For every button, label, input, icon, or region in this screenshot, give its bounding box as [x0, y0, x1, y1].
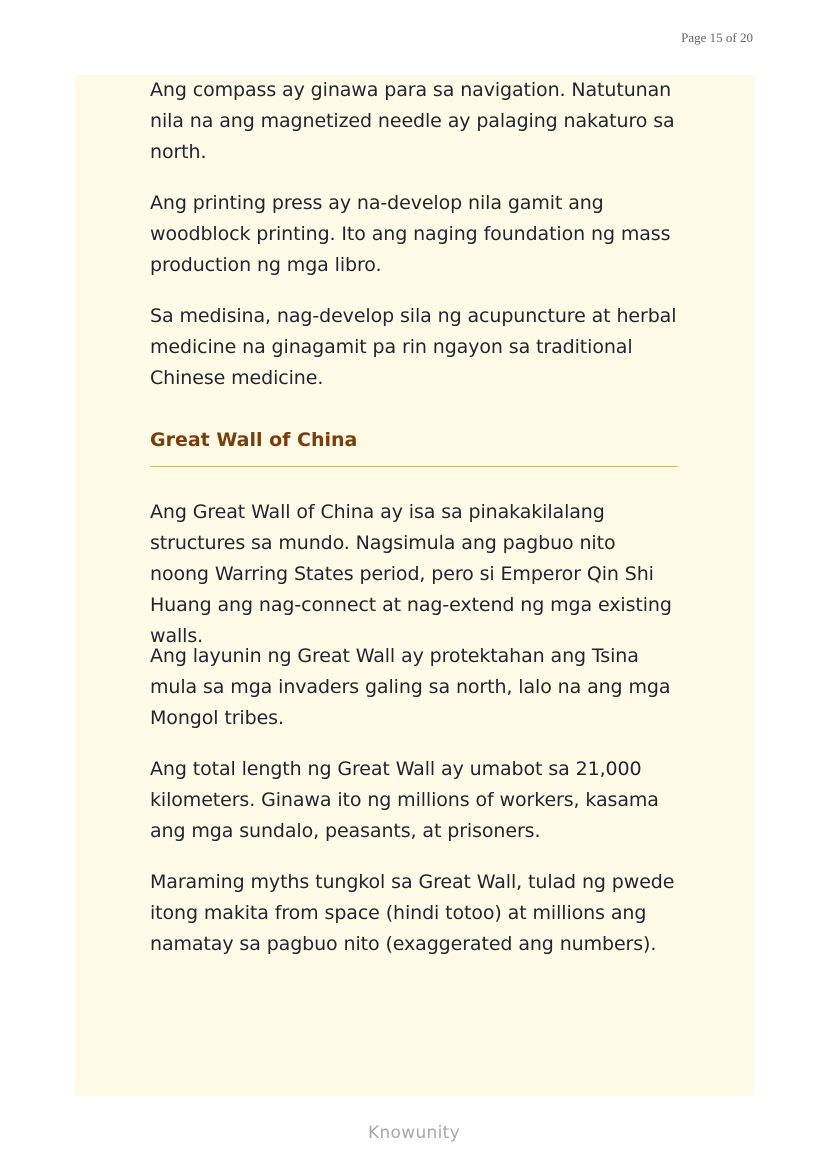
- paragraph-great-wall-intro: Ang Great Wall of China ay isa sa pinakakilalang structures sa mundo. Nagsimula ang pagbuo nito noong Warring States period, pero si Emperor Qin Shi Huang ang nag-connect at nag-extend ng mga existing walls.: [150, 501, 672, 647]
- paragraph-great-wall-myths: Maraming myths tungkol sa Great Wall, tulad ng pwede itong makita from space (hindi totoo) at millions ang namatay sa pagbuo nito (exaggerated ang numbers).: [150, 871, 675, 955]
- paragraph-great-wall-purpose: Ang layunin ng Great Wall ay protektahan ang Tsina mula sa mga invaders galing sa north, lalo na ang mga Mongol tribes.: [150, 645, 671, 729]
- paragraph-medicine: Sa medisina, nag-develop sila ng acupuncture at herbal medicine na ginagamit pa rin ngayon sa traditional Chinese medicine.: [150, 305, 677, 389]
- content-body: [150, 75, 680, 1096]
- section-heading: Great Wall of China: [150, 429, 358, 451]
- paragraph-great-wall-length: Ang total length ng Great Wall ay umabot sa 21,000 kilometers. Ginawa ito ng millions of workers, kasama ang mga sundalo, peasants, at prisoners.: [150, 758, 659, 842]
- paragraph-printing-press: Ang printing press ay na-develop nila gamit ang woodblock printing. Ito ang naging foundation ng mass production ng mga libro.: [150, 192, 671, 276]
- content-panel: [75, 75, 754, 1096]
- footer-brand: Knowunity: [368, 1123, 460, 1143]
- paragraph-compass: Ang compass ay ginawa para sa navigation. Natutunan nila na ang magnetized needle ay palaging nakaturo sa north.: [150, 79, 675, 163]
- section-divider: [150, 466, 678, 467]
- page-number: Page 15 of 20: [681, 30, 753, 45]
